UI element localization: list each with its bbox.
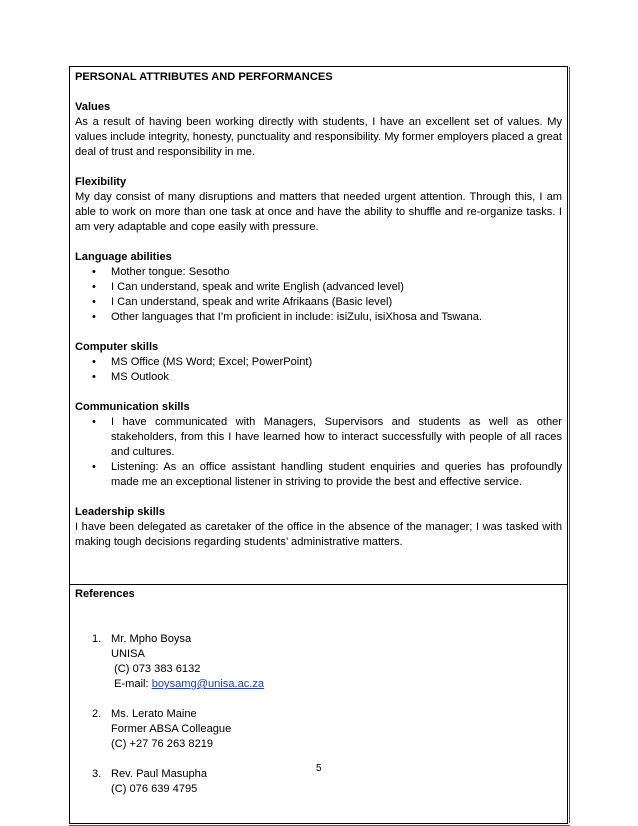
bullet-icon: • — [92, 416, 96, 428]
row-divider — [70, 584, 567, 585]
bullet-icon: • — [92, 461, 96, 473]
list-item: • MS Outlook — [92, 371, 169, 383]
reference-phone: (C) 073 383 6132 — [111, 663, 201, 675]
communication-list — [75, 415, 562, 490]
list-item: • MS Office (MS Word; Excel; PowerPoint) — [92, 356, 313, 368]
leadership-text: I have been delegated as caretaker of the office in the absence of the manager; I was tasked with making tough decisions regarding students’ administrative matters. — [75, 521, 562, 548]
table-edge-shadow — [569, 67, 570, 823]
list-item: • I have communicated with Managers, Supervisors and students as well as other stakeholders, from this I have learned how to interact successfully with people of all races and cultures. — [92, 416, 562, 458]
list-item: • I Can understand, speak and write English (advanced level) — [92, 281, 404, 293]
computer-list — [75, 355, 562, 385]
email-link[interactable]: boysamg@unisa.ac.za — [151, 678, 265, 690]
reference-number: 1. — [92, 633, 102, 645]
reference-phone: (C) +27 76 263 8219 — [111, 738, 214, 750]
reference-item — [75, 707, 562, 752]
leadership-title: Leadership skills — [75, 506, 166, 518]
bullet-icon: • — [92, 296, 96, 308]
bullet-icon: • — [92, 356, 96, 368]
communication-title: Communication skills — [75, 401, 190, 413]
flexibility-text: My day consist of many disruptions and matters that needed urgent attention. Through this, I am able to work on more than one task at once and have the ability to shuffle and re-organize tasks. I am very adaptable and cope easily with pressure. — [75, 191, 562, 233]
email-label: E-mail: — [111, 678, 152, 690]
references-title: References — [75, 588, 135, 600]
reference-item — [75, 632, 562, 692]
document-table — [69, 66, 568, 824]
reference-number: 2. — [92, 708, 102, 720]
reference-email-line — [111, 677, 562, 692]
list-item: • Mother tongue: Sesotho — [92, 266, 230, 278]
list-item: • Listening: As an office assistant handling student enquiries and queries has profoundly made me an exceptional listener in striving to provide the best and effective service. — [92, 461, 562, 488]
bullet-icon: • — [92, 266, 96, 278]
page-number: 5 — [316, 763, 322, 774]
computer-title: Computer skills — [75, 341, 159, 353]
section-heading: PERSONAL ATTRIBUTES AND PERFORMANCES — [75, 71, 333, 83]
values-title: Values — [75, 101, 111, 113]
bullet-icon: • — [92, 371, 96, 383]
reference-org: Former ABSA Colleague — [111, 723, 232, 735]
flexibility-title: Flexibility — [75, 176, 127, 188]
attributes-cell — [75, 70, 562, 550]
list-item: • Other languages that I’m proficient in include: isiZulu, isiXhosa and Tswana. — [92, 311, 483, 323]
bullet-icon: • — [92, 281, 96, 293]
bullet-icon: • — [92, 311, 96, 323]
reference-name: Rev. Paul Masupha — [111, 768, 207, 780]
reference-name: Ms. Lerato Maine — [111, 708, 197, 720]
language-title: Language abilities — [75, 251, 172, 263]
values-text: As a result of having been working directly with students, I have an excellent set of values. My values include integrity, honesty, punctuality and responsibility. My former employers placed a great deal of trust and responsibility in me. — [75, 116, 562, 158]
language-list — [75, 265, 562, 325]
reference-number: 3. — [92, 768, 102, 780]
reference-name: Mr. Mpho Boysa — [111, 633, 192, 645]
list-item: • I Can understand, speak and write Afrikaans (Basic level) — [92, 296, 393, 308]
reference-org: UNISA — [111, 648, 145, 660]
reference-phone: (C) 076 639 4795 — [111, 783, 198, 795]
